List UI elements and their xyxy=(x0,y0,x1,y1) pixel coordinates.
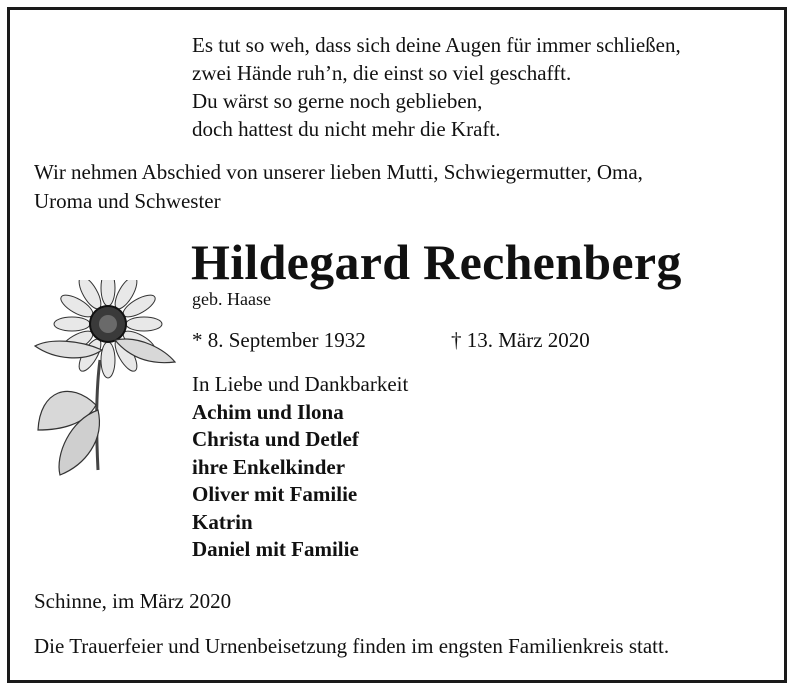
sunflower-icon xyxy=(30,280,180,480)
poem-line: doch hattest du nicht mehr die Kraft. xyxy=(192,117,501,141)
deceased-name: Hildegard Rechenberg xyxy=(191,234,682,290)
poem xyxy=(192,31,681,143)
funeral-note: Die Trauerfeier und Urnenbeisetzung finden im engsten Familienkreis statt. xyxy=(34,634,670,658)
birth-date: * 8. September 1932 xyxy=(192,328,366,352)
poem-line: zwei Hände ruh’n, die einst so viel geschafft. xyxy=(192,61,572,85)
poem-line: Du wärst so gerne noch geblieben, xyxy=(192,89,483,113)
death-date: † 13. März 2020 xyxy=(451,328,590,352)
place-date: Schinne, im März 2020 xyxy=(34,589,232,613)
mourners-intro: In Liebe und Dankbarkeit xyxy=(192,372,409,396)
born-name: geb. Haase xyxy=(192,289,271,309)
sunflower-center-inner xyxy=(99,315,117,333)
mourner-name: Daniel mit Familie xyxy=(192,537,359,561)
mourner-name: Achim und Ilona xyxy=(192,399,344,424)
mourner-name: Katrin xyxy=(192,509,253,534)
intro-line: Wir nehmen Abschied von unserer lieben Mutti, Schwiegermutter, Oma, xyxy=(34,160,643,184)
mourner-name: ihre Enkelkinder xyxy=(192,454,346,479)
intro-line: Uroma und Schwester xyxy=(34,189,221,213)
mourners xyxy=(192,370,408,563)
mourner-name: Christa und Detlef xyxy=(192,427,359,451)
mourner-name: Oliver mit Familie xyxy=(192,482,358,506)
farewell-intro xyxy=(34,158,643,216)
poem-line: Es tut so weh, dass sich deine Augen für immer schließen, xyxy=(192,33,681,57)
